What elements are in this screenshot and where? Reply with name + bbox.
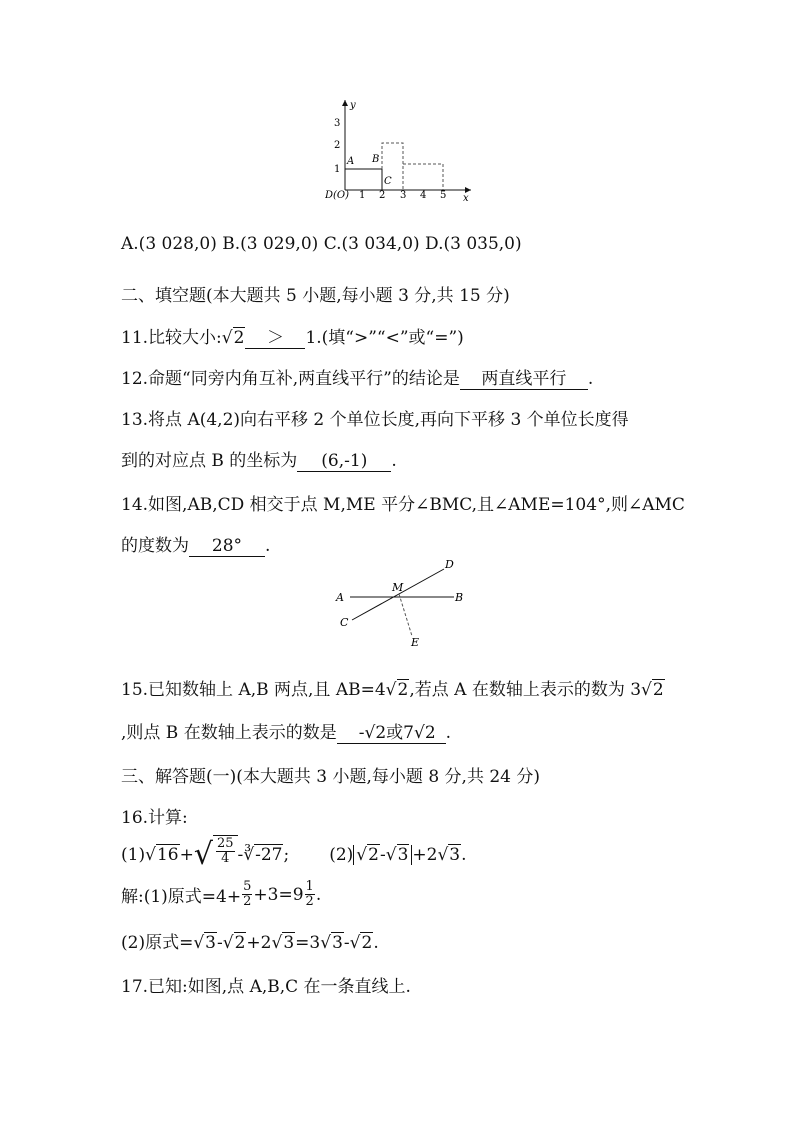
sqrt-icon: √ — [193, 933, 205, 953]
q16-semicolon: ; — [283, 845, 290, 865]
q16-abs-value — [353, 845, 412, 865]
sol2-prefix: (2)原式= — [121, 933, 194, 953]
q15-ans-2: 7 — [403, 723, 414, 743]
sol2-eq: =3 — [295, 933, 321, 953]
label-b: B — [455, 591, 464, 604]
question-11 — [121, 323, 464, 349]
point-b-label: B — [372, 154, 380, 165]
sol1-fraction-2 — [305, 880, 315, 909]
q11-radicand: 2 — [233, 328, 245, 348]
coordinate-figure — [325, 98, 475, 202]
q12-suffix: . — [587, 369, 594, 389]
label-e: E — [411, 636, 420, 649]
sol2-r1: 3 — [205, 933, 216, 953]
sol1-num: 5 — [243, 879, 252, 894]
q16-end: . — [461, 845, 467, 865]
q15-radicand-1: 2 — [397, 680, 409, 700]
sqrt-icon: √ — [349, 933, 361, 953]
sqrt-icon: √ — [222, 933, 234, 953]
question-16-title: 16.计算: — [121, 808, 188, 828]
sqrt-icon: √ — [437, 845, 449, 865]
sol2-minus: - — [217, 933, 223, 953]
q15-suffix: . — [445, 723, 452, 743]
q15-or: 或 — [386, 723, 404, 743]
q16-p1-radicand-3: -27 — [255, 845, 283, 865]
section-2-heading: 二、填空题(本大题共 5 小题,每小题 3 分,共 15 分) — [121, 286, 510, 306]
sol1-num-2: 1 — [305, 879, 314, 894]
q16-p2-r2: 3 — [397, 845, 409, 865]
q15-ans-1: - — [358, 723, 365, 743]
sol1-den: 2 — [243, 894, 252, 909]
sqrt-icon: √ — [193, 837, 213, 872]
x-tick-3: 3 — [400, 190, 407, 201]
x-tick-1: 1 — [359, 190, 366, 201]
question-13-line-1: 13.将点 A(4,2)向右平移 2 个单位长度,再向下平移 3 个单位长度得 — [121, 410, 629, 430]
question-15-line-1 — [121, 675, 665, 700]
question-14-line-2 — [121, 531, 270, 557]
question-16-problems — [121, 835, 467, 875]
x-tick-5: 5 — [440, 190, 447, 201]
q16-p2-r3: 3 — [449, 845, 461, 865]
q15-prefix-2: ,则点 B 在数轴上表示的数是 — [121, 723, 337, 743]
x-axis-label: x — [463, 193, 469, 202]
point-c-label: C — [384, 176, 392, 187]
q16-minus-cbrt: -∛ — [237, 845, 255, 865]
sqrt-icon: √ — [271, 933, 283, 953]
y-tick-3: 3 — [334, 118, 341, 129]
q15-prefix: 15.已知数轴上 A,B 两点,且 AB=4 — [121, 680, 386, 700]
q16-p1-label: (1) — [121, 845, 146, 865]
sqrt-icon: √ — [413, 723, 425, 743]
q12-answer: 两直线平行 — [460, 364, 588, 390]
q16-p2-label: (2) — [329, 845, 354, 865]
sqrt-icon: √ — [641, 680, 652, 700]
sqrt-icon: √ — [364, 723, 376, 743]
q14-answer: 28° — [189, 536, 265, 557]
sol2-r2: 2 — [234, 933, 246, 953]
q16-p2-plus: +2 — [412, 845, 438, 865]
sqrt-icon: √ — [145, 845, 156, 865]
question-14-line-1: 14.如图,AB,CD 相交于点 M,ME 平分∠BMC,且∠AME=104°,则∠AMC — [121, 495, 685, 515]
label-a: A — [336, 591, 344, 604]
q15-radicand-3: 2 — [375, 723, 387, 743]
q14-prefix: 的度数为 — [121, 536, 189, 556]
sol2-r3: 3 — [283, 933, 295, 953]
y-axis-label: y — [350, 100, 356, 111]
q15-mid: ,若点 A 在数轴上表示的数为 3 — [409, 680, 642, 700]
question-12 — [121, 364, 593, 390]
big-sqrt — [194, 835, 238, 875]
q13-answer: (6,-1) — [297, 451, 391, 472]
question-16-solution-2 — [121, 928, 379, 953]
sqrt-icon: √ — [356, 845, 368, 865]
sol2-minus-2: - — [343, 933, 350, 953]
label-c: C — [340, 616, 349, 629]
sqrt-icon: √ — [320, 933, 332, 953]
intersecting-lines-figure — [332, 556, 472, 650]
sol2-plus: +2 — [246, 933, 272, 953]
q16-frac-den: 4 — [221, 851, 230, 866]
q13-suffix: . — [391, 451, 397, 471]
q16-plus: + — [179, 845, 194, 865]
sol2-r5: 2 — [361, 933, 373, 953]
sqrt-icon: √ — [385, 845, 397, 865]
q10-options: A.(3 028,0) B.(3 029,0) C.(3 034,0) D.(3 035,0) — [121, 234, 522, 254]
q15-radicand-4: 2 — [424, 723, 436, 743]
x-tick-2: 2 — [379, 190, 386, 201]
q12-prefix: 12.命题“同旁内角互补,两直线平行”的结论是 — [121, 369, 460, 389]
q16-fraction — [216, 837, 235, 866]
point-a-label: A — [347, 156, 355, 167]
q16-frac-num: 25 — [216, 836, 234, 851]
label-d: D — [445, 558, 454, 571]
q13-prefix: 到的对应点 B 的坐标为 — [121, 451, 298, 471]
sol1-fraction — [242, 880, 252, 909]
q16-p2-r1: 2 — [368, 845, 379, 865]
label-m: M — [392, 581, 404, 594]
y-tick-2: 2 — [334, 140, 341, 151]
sqrt-icon: √ — [385, 680, 397, 700]
sol1-mid: +3=9 — [253, 884, 304, 905]
sqrt-icon: √ — [221, 328, 233, 348]
sol2-r4: 3 — [332, 933, 343, 953]
question-13-line-2 — [121, 446, 397, 472]
q16-p2-minus: - — [379, 845, 386, 865]
question-15-line-2 — [121, 718, 451, 744]
question-17: 17.已知:如图,点 A,B,C 在一条直线上. — [121, 977, 411, 997]
y-tick-1: 1 — [334, 164, 341, 175]
q11-suffix: 1.(填“>”“<”或“=”) — [305, 328, 464, 348]
sol2-end: . — [373, 933, 379, 953]
q11-answer: ＞ — [245, 323, 305, 349]
question-16-solution-1 — [121, 880, 321, 909]
section-3-heading: 三、解答题(一)(本大题共 3 小题,每小题 8 分,共 24 分) — [121, 767, 541, 787]
x-tick-4: 4 — [420, 190, 427, 201]
q16-p1-radicand: 16 — [156, 845, 179, 865]
sol1-prefix: 解:(1)原式=4+ — [121, 887, 242, 907]
q14-suffix: . — [265, 536, 271, 556]
q11-prefix: 11.比较大小: — [121, 328, 222, 348]
q15-answer — [337, 718, 446, 744]
sol1-den-2: 2 — [305, 894, 314, 909]
origin-label: D(O) — [325, 190, 350, 201]
sol1-end: . — [315, 884, 322, 905]
q15-radicand-2: 2 — [652, 680, 664, 700]
